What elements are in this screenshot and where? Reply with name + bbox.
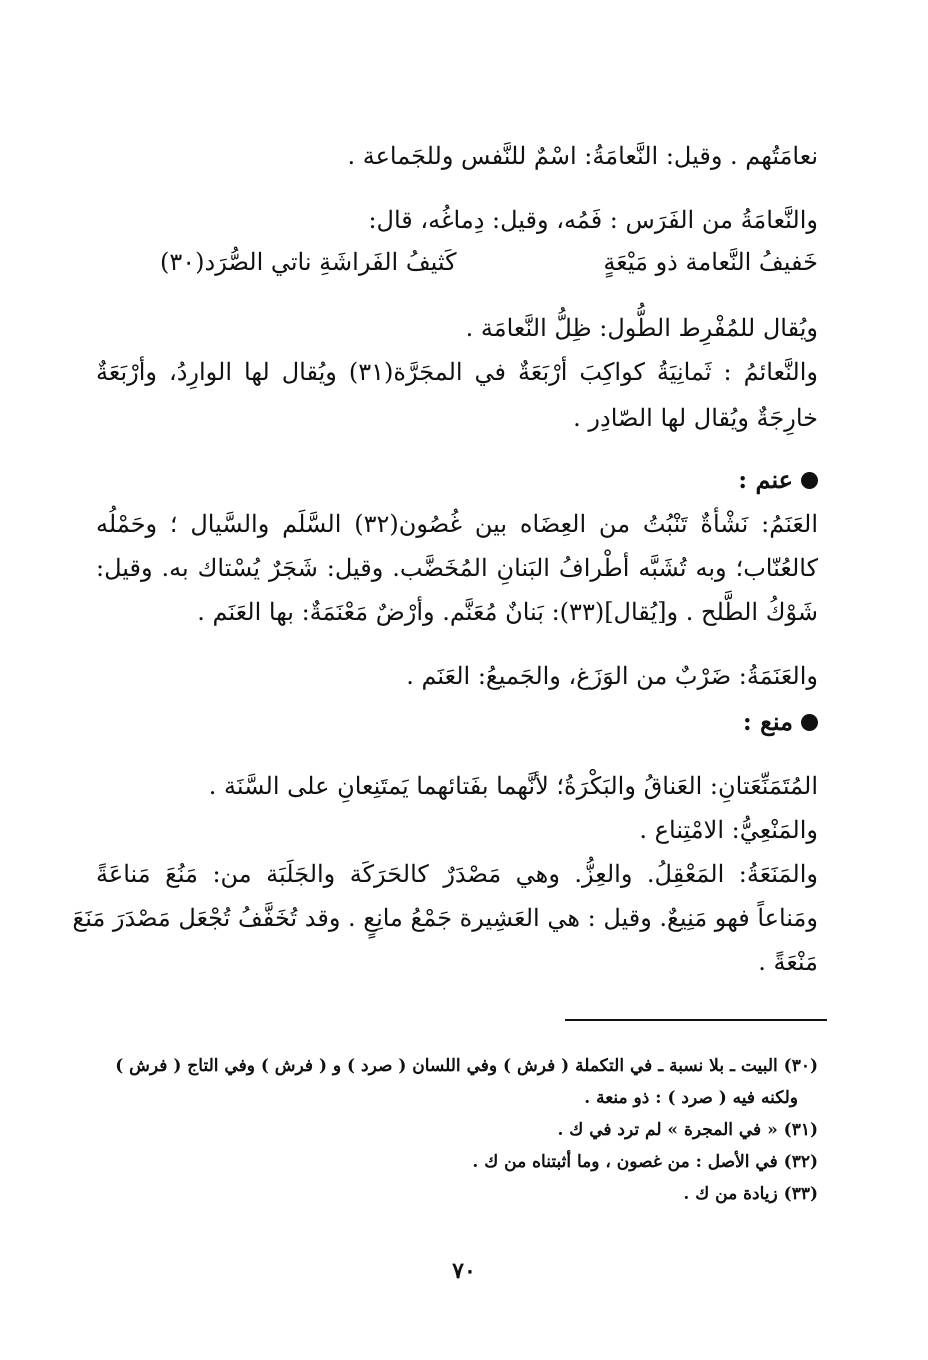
bullet-icon [801,714,818,731]
text-line: خارِجَةٌ ويُقال لها الصّادِر . [573,404,818,432]
text-line: ويُقال للمُفْرِط الطُّول: ظِلُّ النَّعامَة . [465,314,818,342]
footnote: ولكنه فيه ( صرد ) : ذو منعة . [584,1088,798,1108]
verse-first-hemistich: خَفيفُ النَّعامة ذو مَيْعَةٍ [603,248,818,276]
footnote: (٣١) « في المجرة » لم ترد في ك . [557,1120,818,1140]
text-line: مَنْعَةً . [758,948,818,976]
text-line: ومَناعاً فهو مَنِيعٌ. وقيل : هي العَشِيرة جَمْعُ مانِعٍ . وقد تُخَفَّفُ تُجْعَل مَصْدَرَ مَنَعَ [72,904,818,932]
text-line: والمَنْعِيُّ: الامْتِناع . [639,816,818,844]
footnote: (٣٢) في الأصل : من غصون ، وما أثبتناه من ك . [472,1152,818,1172]
text-line: العَنَمُ: نَشْأةٌ تَنْبُتُ من العِضَاه بين غُصُون(٣٢) السَّلَم والسَّيال ؛ وحَمْلُه [96,510,818,538]
text-line: والمَنَعَةُ: المَعْقِلُ. والعِزُّ. وهي مَصْدَرٌ كالحَرَكَة والجَلَبَة من: مَنُعَ مَناعَةً [96,860,818,888]
text-line: نعامَتُهم . وقيل: النَّعامَةُ: اسْمٌ للنَّفس وللجَماعة . [347,142,818,170]
footnote: (٣٠) البيت ـ بلا نسبة ـ في التكملة ( فرش ) وفي اللسان ( صرد ) و ( فرش ) وفي التاج ( فرش ) [115,1056,818,1076]
verse-second-hemistich: كَثيفُ الفَراشَةِ ناتي الصُّرَد(٣٠) [160,248,457,276]
text-line: والنَّعائمُ : ثَمانِيَةُ كواكِبَ أرْبَعَةٌ في المجَرَّة(٣١) ويُقال لها الوارِدُ، وأرْبَعَةٌ [96,358,818,386]
text-line: كالعُنّاب؛ وبه تُشَبَّه أطْرافُ البَنانِ المُخَضَّب. وقيل: شَجَرٌ يُسْتاك به. وقيل: [96,554,818,582]
footnote: (٣٣) زيادة من ك . [683,1184,818,1204]
text-line: شَوْكُ الطَّلح . و[يُقال](٣٣): بَنانٌ مُعَنَّم. وأرْضٌ مَعْنَمَةٌ: بها العَنَم . [197,598,818,626]
page-number: ٧٠ [452,1258,476,1284]
footnote-divider [565,1019,827,1021]
text-line: والعَنَمَةُ: ضَرْبٌ من الوَزَغ، والجَميعُ: العَنَم . [406,662,818,690]
bullet-icon [801,472,818,489]
text-line: والنَّعامَةُ من الفَرَس : فَمُه، وقيل: دِماغُه، قال: [368,206,818,234]
section-heading-anam: عنم : [738,464,818,496]
text-line: المُتَمَنِّعَتانِ: العَناقُ والبَكْرَةُ؛ لأنَّهما بفَتائهما يَمتَنِعانِ على السَّنَة . [208,772,818,800]
section-heading-mana: منع : [743,706,818,738]
